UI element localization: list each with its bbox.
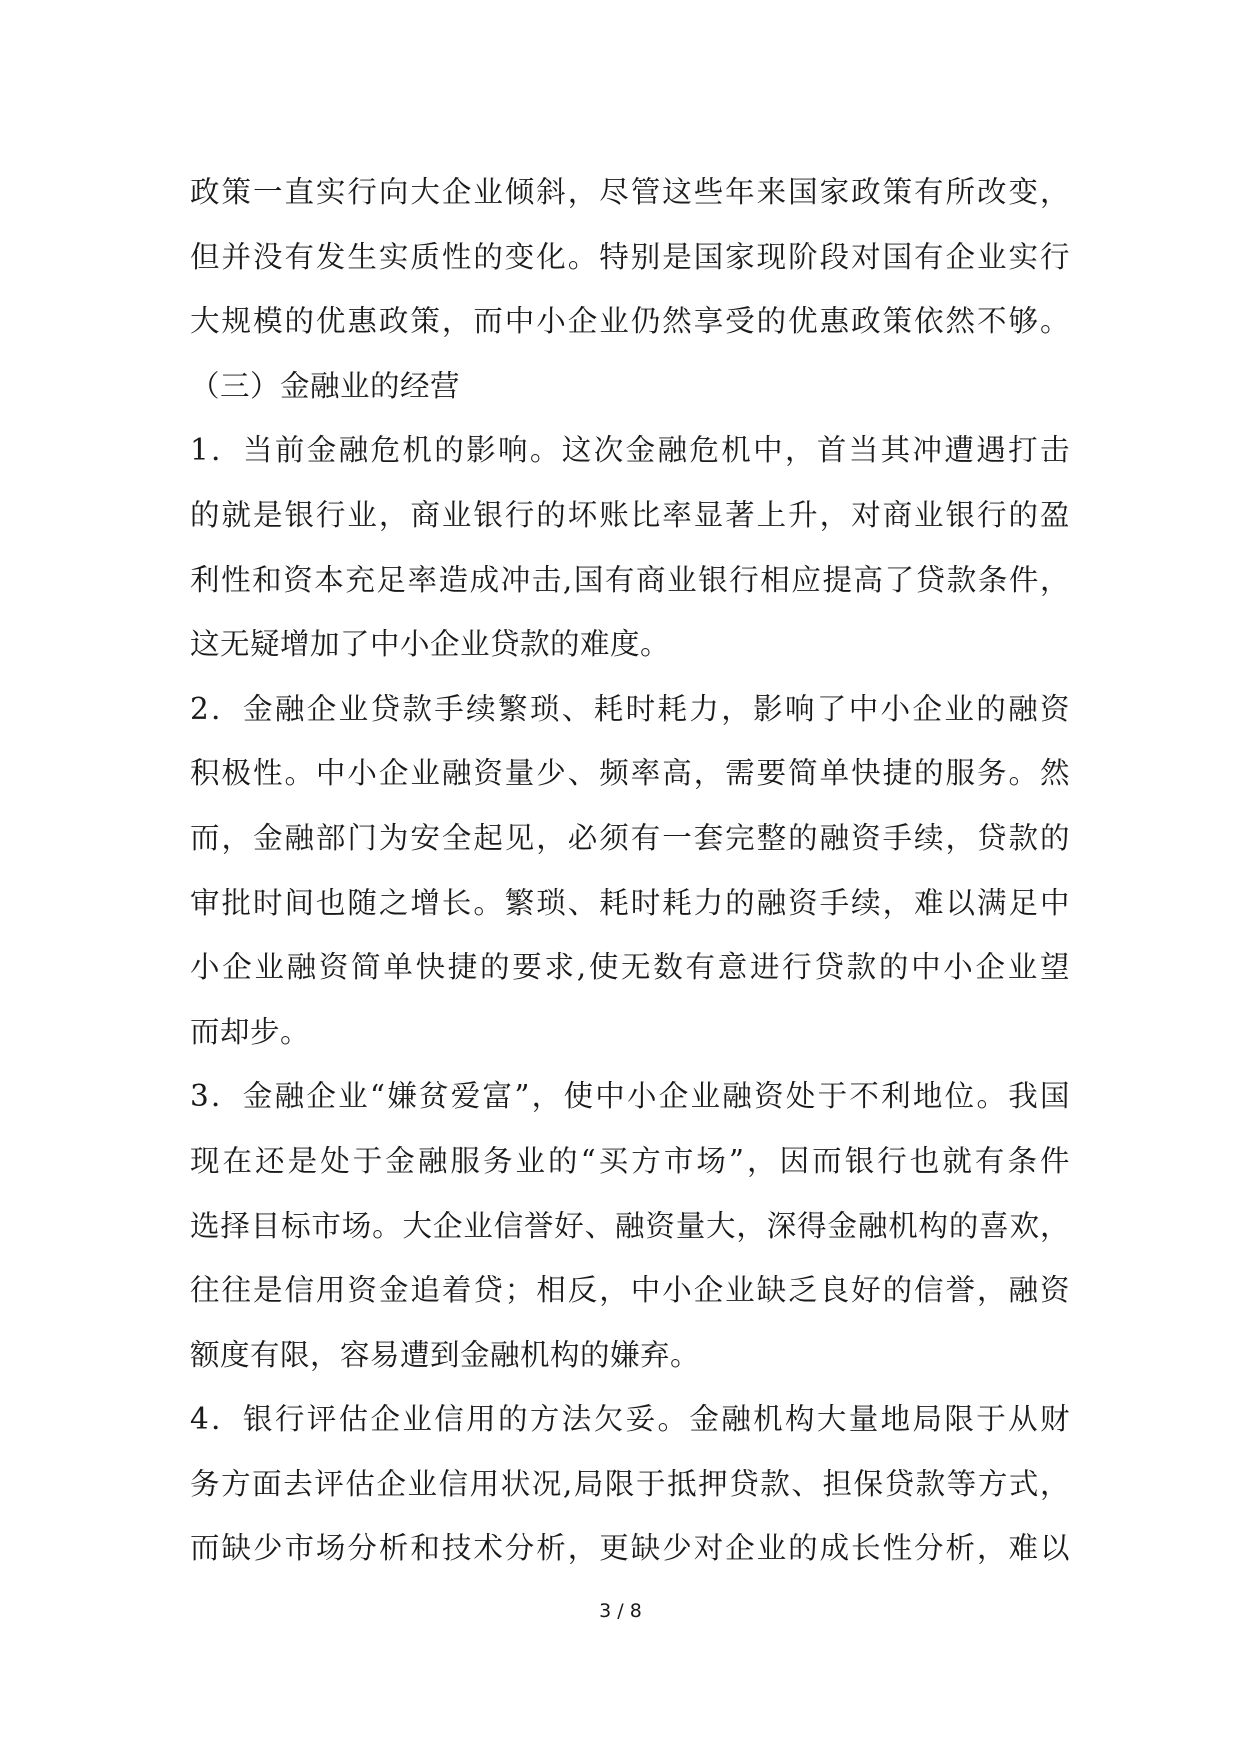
text-line: 而，金融部门为安全起见，必须有一套完整的融资手续，贷款的: [190, 820, 1070, 855]
text-line: 政策一直实行向大企业倾斜，尽管这些年来国家政策有所改变，: [190, 175, 1070, 209]
text-line: 但并没有发生实质性的变化。特别是国家现阶段对国有企业实行: [190, 239, 1070, 274]
text-line: 这无疑增加了中小企业贷款的难度。: [190, 627, 671, 662]
section-heading: （三）金融业的经营: [190, 368, 461, 403]
text-line: 选择目标市场。大企业信誉好、融资量大，深得金融机构的喜欢，: [190, 1208, 1070, 1243]
page-number: 3 / 8: [599, 1600, 642, 1622]
text-line: 审批时间也随之增长。繁琐、耗时耗力的融资手续，难以满足中: [190, 885, 1070, 920]
text-line: 务方面去评估企业信用状况,局限于抵押贷款、担保贷款等方式，: [190, 1466, 1070, 1501]
text-line: 而却步。: [190, 1014, 311, 1049]
text-line: 现在还是处于金融服务业的“买方市场”，因而银行也就有条件: [190, 1143, 1070, 1178]
text-line: 额度有限，容易遭到金融机构的嫌弃。: [190, 1337, 701, 1372]
text-line: 而缺少市场分析和技术分析，更缺少对企业的成长性分析，难以: [190, 1531, 1070, 1566]
text-line: 大规模的优惠政策，而中小企业仍然享受的优惠政策依然不够。: [190, 304, 1070, 339]
text-line: 2．金融企业贷款手续繁琐、耗时耗力，影响了中小企业的融资: [190, 691, 1070, 726]
text-line: 4．银行评估企业信用的方法欠妥。金融机构大量地局限于从财: [190, 1402, 1070, 1437]
document-body: [190, 160, 1070, 1581]
text-line: 1．当前金融危机的影响。这次金融危机中，首当其冲遭遇打击: [190, 433, 1070, 468]
text-line: 的就是银行业，商业银行的坏账比率显著上升，对商业银行的盈: [190, 497, 1070, 532]
text-line: 积极性。中小企业融资量少、频率高，需要简单快捷的服务。然: [190, 756, 1070, 791]
text-line: 往往是信用资金追着贷；相反，中小企业缺乏良好的信誉，融资: [190, 1273, 1070, 1308]
text-line: 利性和资本充足率造成冲击,国有商业银行相应提高了贷款条件，: [190, 562, 1070, 597]
text-line: 3．金融企业“嫌贫爱富”，使中小企业融资处于不利地位。我国: [190, 1079, 1070, 1114]
text-line: 小企业融资简单快捷的要求,使无数有意进行贷款的中小企业望: [190, 950, 1070, 985]
